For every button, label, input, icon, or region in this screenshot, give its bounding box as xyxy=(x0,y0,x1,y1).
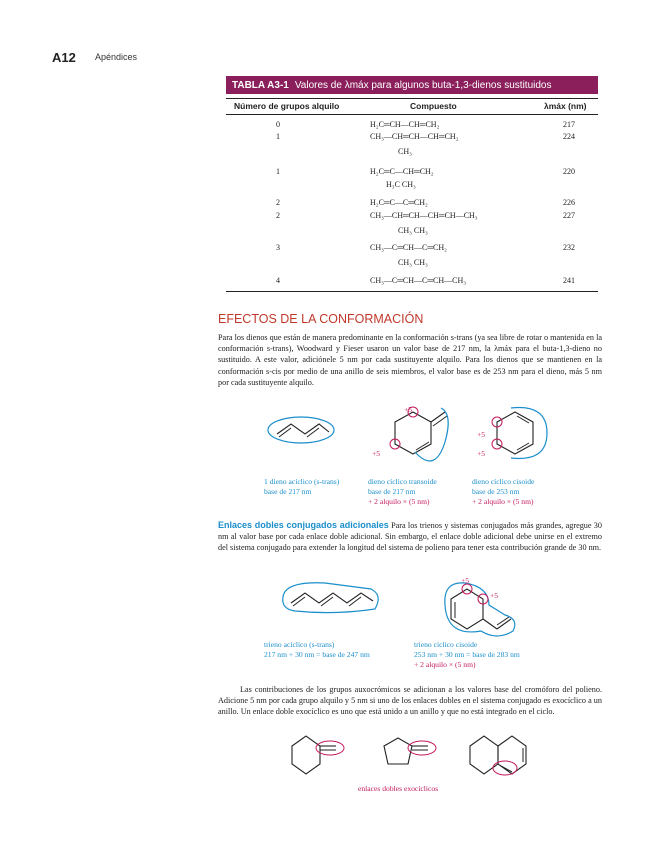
paragraph-conformation: Para los dienos que están de manera predominante en la conformación s-trans (ya sea libre de rotar o mantenida en la conformación s-trans), Woodward y Fieser usaron un valor base de 217 nm, la λmáx para el buta-1,3-dieno no sustituido. A este valor, adiciónele 5 nm por cada sustituyente alquilo. Para los dienos que se mantienen en la conformación s-cis por medio de una anillo de seis miembros, el valor base es de 253 nm para el dieno, más 5 nm por cada sustituyente alquilo. xyxy=(218,333,602,387)
plus-label: +5 xyxy=(461,576,470,585)
transoid-ring xyxy=(395,412,431,454)
caption-exocyclic: enlaces dobles exocíclicos xyxy=(358,784,439,793)
column-header-compound: Compuesto xyxy=(410,101,457,111)
cisoid-triene-ring xyxy=(451,589,483,629)
bicyclic-ring-right xyxy=(498,736,526,774)
caption-acyclic-diene: 1 dieno acíclico (s-trans) base de 217 nm xyxy=(264,477,340,496)
plus-label: +5 xyxy=(477,430,486,439)
column-header-alkyl: Número de grupos alquilo xyxy=(234,101,340,111)
running-header: Apéndices xyxy=(95,52,138,62)
caption-acyclic-triene: trieno acíclico (s-trans) 217 nm + 30 nm = base de 247 nm xyxy=(264,640,370,659)
bicyclic-ring-left xyxy=(470,736,498,774)
plus-label: +5 xyxy=(404,405,413,414)
plus-label: +5 xyxy=(372,449,381,458)
cyclopentane-ring xyxy=(384,738,412,764)
triene-figure xyxy=(275,575,575,645)
exocyclic-figure xyxy=(280,732,560,782)
table-label: TABLA A3-1 xyxy=(232,79,289,91)
plus-label: +5 xyxy=(490,591,499,600)
page-number: A12 xyxy=(52,50,76,65)
caption-cisoid-triene: trieno cíclico cisoide 253 nm + 30 nm = base de 283 nm + 2 alquilo × (5 nm) xyxy=(414,640,520,669)
diene-conformation-figure xyxy=(265,404,595,480)
caption-transoid-diene: dieno cíclico transoide base de 217 nm + 2 alquilo × (5 nm) xyxy=(368,477,437,506)
paragraph-conjugated: Enlaces dobles conjugados adicionales Para los trienos y sistemas conjugados más grandes, agregue 30 nm al valor base por cada enlace doble adicional. Sin embargo, el enlace doble adicional debe unirse en el extremo del sistema conjugado para extender la longitud del sistema de polieno para tener esta contribución grande de 30 nm. xyxy=(218,520,602,553)
caption-cisoid-diene: dieno cíclico cisoide base de 253 nm + 2 alquilo × (5 nm) xyxy=(472,477,535,506)
plus-label: +5 xyxy=(477,449,486,458)
column-header-lambda: λmáx (nm) xyxy=(544,101,587,111)
table-title: Valores de λmáx para algunos buta-1,3-dienos sustituidos xyxy=(294,79,552,91)
cyclohexane-ring xyxy=(292,736,320,774)
table-title-bar xyxy=(226,76,598,94)
section-title: EFECTOS DE LA CONFORMACIÓN xyxy=(218,312,424,326)
chromophore-highlight xyxy=(268,417,334,443)
paragraph-auxochromes: Las contribuciones de los grupos auxocrómicos se adicionan a los valores base del cromóforo del polieno. Adicione 5 nm por cada grupo alquilo y 5 nm si uno de los enlaces dobles en el sistema conjugado es exocíclico a un anillo. Un enlace doble exocíclico es uno que está unido a un anillo y que no está integrado en el ciclo. xyxy=(218,685,602,717)
subsection-title: Enlaces dobles conjugados adicionales xyxy=(218,520,389,530)
cisoid-ring xyxy=(497,412,533,454)
